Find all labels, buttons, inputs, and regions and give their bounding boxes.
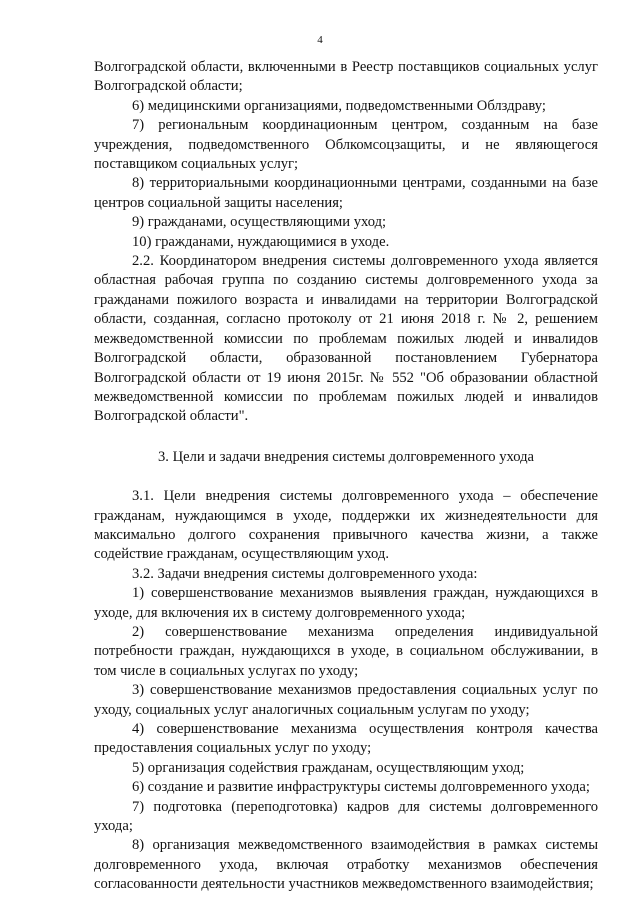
page-number: 4 <box>317 34 323 46</box>
document-body <box>94 58 598 895</box>
list-item-task-8: 8) организация межведомственного взаимодействия в рамках системы долговременного ухода, включая отработку механизмов обеспечения согласованности деятельности участников межведомственного взаимодействия; <box>94 837 598 893</box>
paragraph-3-2-tasks-intro: 3.2. Задачи внедрения системы долговременного ухода: <box>132 565 478 582</box>
section-3-heading: 3. Цели и задачи внедрения системы долговременного ухода <box>157 448 535 465</box>
list-item-participant-6: 6) медицинскими организациями, подведомственными Облздраву; <box>132 97 546 114</box>
list-item-task-1: 1) совершенствование механизмов выявления граждан, нуждающихся в уходе, для включения их в систему долговременного ухода; <box>94 585 598 621</box>
list-item-task-7: 7) подготовка (переподготовка) кадров для системы долговременного ухода; <box>94 798 598 835</box>
list-item-task-6: 6) создание и развитие инфраструктуры системы долговременного ухода; <box>132 779 590 796</box>
paragraph-participants-continued: Волгоградской области, включенными в Реестр поставщиков социальных услуг Волгоградской области; <box>94 59 598 95</box>
list-item-task-4: 4) совершенствование механизма осуществления контроля качества предоставления социальных услуг по уходу; <box>94 721 598 757</box>
list-item-participant-9: 9) гражданами, осуществляющими уход; <box>132 214 387 231</box>
list-item-task-3: 3) совершенствование механизмов предоставления социальных услуг по уходу, социальных услуг аналогичных социальным услугам по уходу; <box>94 682 598 718</box>
paragraph-3-1-goals: 3.1. Цели внедрения системы долговременного ухода – обеспечение гражданам, нуждающимся в уходе, поддержки их жизнедеятельности для максимально долгого сохранения привычного качества жизни, а также содействие гражданам, осуществляющим уход. <box>94 488 598 563</box>
list-item-task-2: 2) совершенствование механизма определения индивидуальной потребности граждан, нуждающихся в уходе, в социальном обслуживании, в том числе в социальных услугах по уходу; <box>94 623 598 679</box>
list-item-participant-10: 10) гражданами, нуждающимися в уходе. <box>132 233 390 250</box>
list-item-participant-8: 8) территориальными координационными центрами, созданными на базе центров социальной защиты населения; <box>94 175 598 211</box>
list-item-task-5: 5) организация содействия гражданам, осуществляющим уход; <box>132 759 525 776</box>
list-item-participant-7: 7) региональным координационным центром, созданным на базе учреждения, подведомственного Облкомсоцзащиты, и не являющегося поставщиком социальных услуг; <box>94 117 598 173</box>
paragraph-2-2-coordinator: 2.2. Координатором внедрения системы долговременного ухода является областная рабочая группа по созданию системы долговременного ухода за гражданами пожилого возраста и инвалидами на территории Волгоградской области, созданная, согласно протоколу от 21 июня 2018 г. № 2, решением межведомственной комиссии по проблемам пожилых людей и инвалидов Волгоградской области, образованной постановлением Губернатора Волгоградской области от 19 июня 2015г. № 552 "Об образовании областной межведомственной комиссии по проблемам пожилых людей и инвалидов Волгоградской области". <box>94 253 598 425</box>
